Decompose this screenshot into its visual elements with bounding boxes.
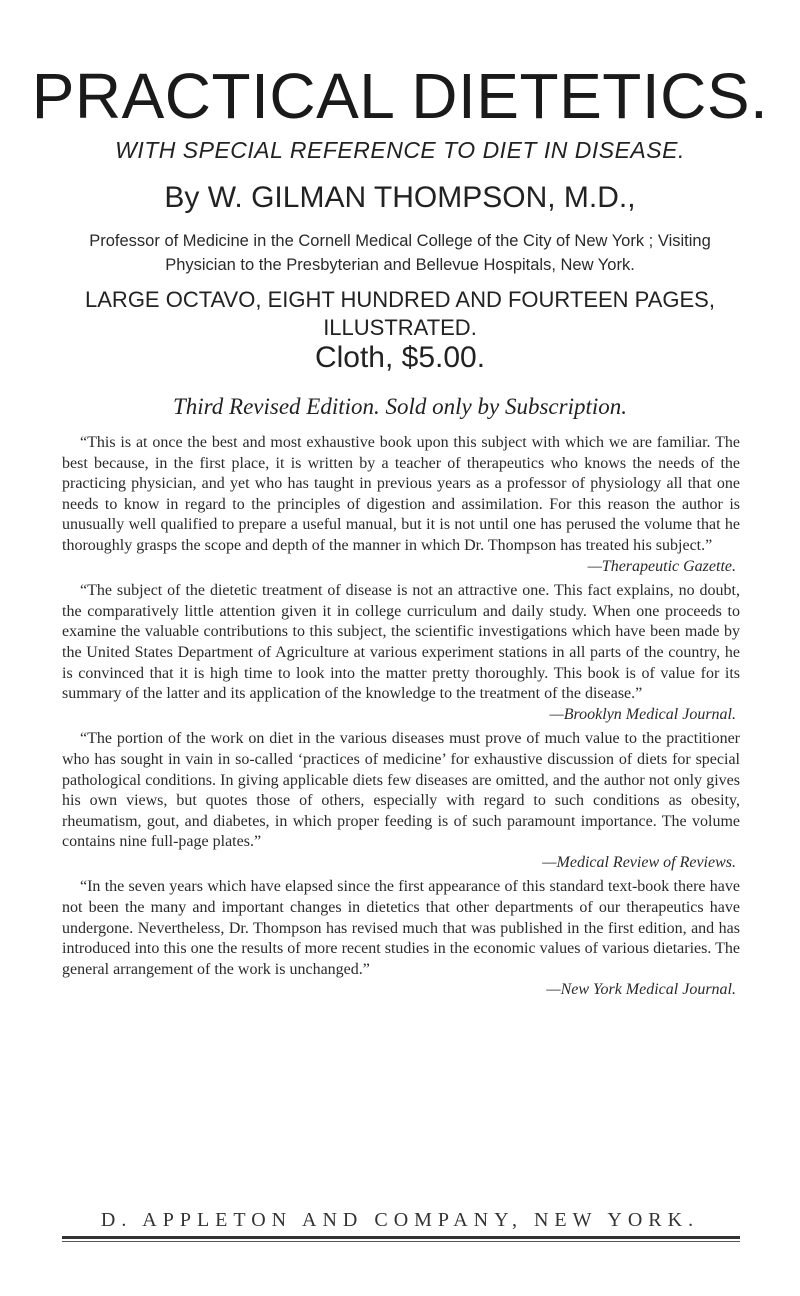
review-item [62,581,740,725]
review-source: —Brooklyn Medical Journal. [549,705,736,723]
review-text: “The portion of the work on diet in the various diseases must prove of much value to the practitioner who has sought in vain in so-called ‘practices of medicine’ for exhaustive discussion of diets for special pathological conditions. In giving applicable diets few diseases are omitted, and the author not only gives his own views, but quotes those of others, especially with regard to such conditions as obesity, rheumatism, gout, and diabetes, in which proper feeding is of such paramount importance. The volume contains nine full-page plates.” [62,730,740,851]
review-text: “The subject of the dietetic treatment of disease is not an attractive one. This fact explains, no doubt, the comparatively little attention given it in college curriculum and daily study. When one proceeds to examine the valuable contributions to this subject, the scientific investigations which have been made by the United States Department of Agriculture at various experiment stations in all parts of the country, he is convinced that it is high time to look into the matter pretty thoroughly. This book is of value for its summary of the latter and its application of the knowledge to the treatment of the disease.” [62,582,740,703]
book-title: PRACTICAL DIETETICS. [31,60,769,132]
book-format: LARGE OCTAVO, EIGHT HUNDRED AND FOURTEEN PAGES, ILLUSTRATED. [85,287,715,340]
review-source: —New York Medical Journal. [546,981,736,999]
review-text: “In the seven years which have elapsed since the first appearance of this standard text-book there have not been the many and important changes in dietetics that other departments of our therapeutics have undergone. Nevertheless, Dr. Thompson has revised much that was published in the first edition, and has introduced into this one the results of more recent studies in the economic values of various dietaries. The general arrangement of the work is unchanged.” [62,878,740,978]
review-source: —Medical Review of Reviews. [542,853,736,871]
review-source: —Therapeutic Gazette. [587,557,736,575]
publisher-imprint: D. APPLETON AND COMPANY, NEW YORK. [100,1209,700,1231]
edition-note: Third Revised Edition. Sold only by Subscription. [173,394,627,419]
author-line: By W. GILMAN THOMPSON, M.D., [164,181,636,214]
divider-rule-thin [62,1241,740,1242]
review-item [62,433,740,577]
review-list [62,433,740,1005]
book-price: Cloth, $5.00. [314,341,486,374]
book-subtitle: WITH SPECIAL REFERENCE TO DIET IN DISEASE. [115,137,685,163]
review-text: “This is at once the best and most exhaustive book upon this subject with which we are familiar. The best because, in the first place, it is written by a teacher of therapeutics who knows the needs of the practicing physician, and yet who has taught in previous years as a professor of physiology all that one needs to know in regard to the principles of digestion and assimilation. For this reason the author is unusually well qualified to prepare a useful manual, but it is not until one has perused the volume that he thoroughly grasps the scope and depth of the manner in which Dr. Thompson has treated his subject.” [62,434,740,554]
review-item [62,729,740,873]
review-item [62,877,740,1001]
divider-rule [62,1236,740,1239]
author-affiliation: Professor of Medicine in the Cornell Medical College of the City of New York ; Visiting Physician to the Presbyterian and Bellevue Hospitals, New York. [89,232,711,274]
